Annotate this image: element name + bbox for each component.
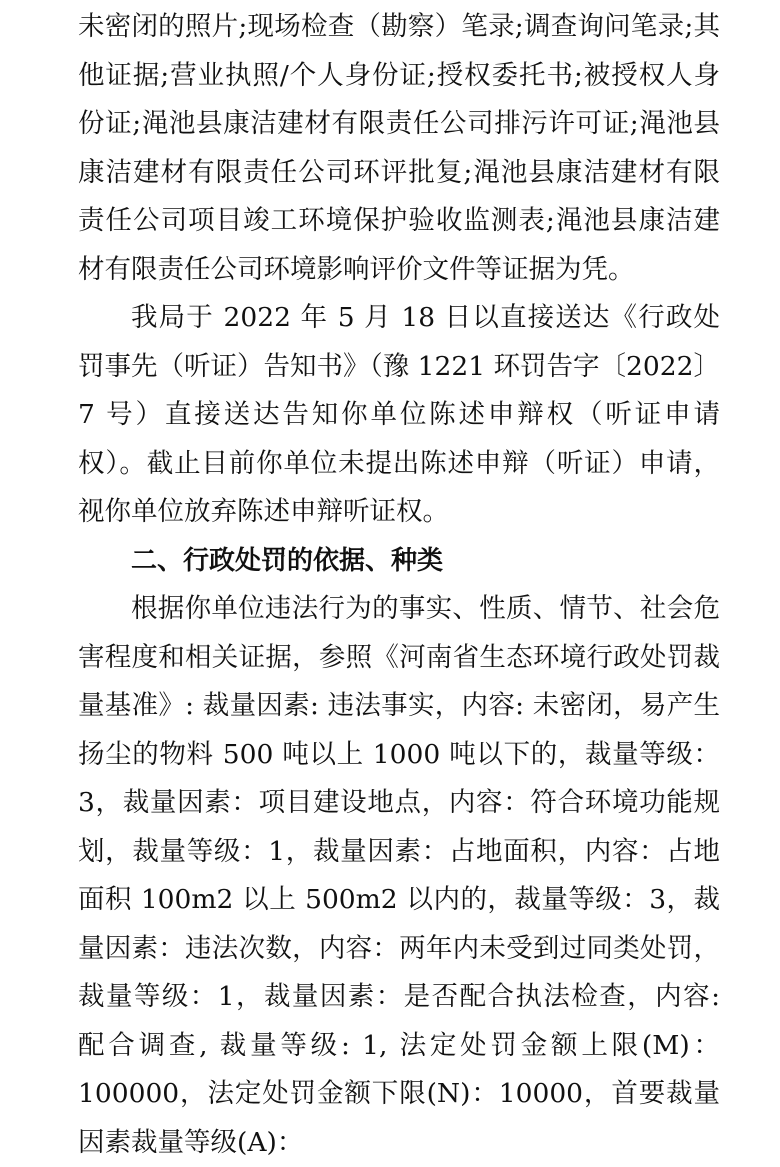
evidence-paragraph: 未密闭的照片;现场检查（勘察）笔录;调查询问笔录;其他证据;营业执照/个人身份证;授权委托书;被授权人身份证;渑池县康洁建材有限责任公司排污许可证;渑池县康洁建材有限责任公司环评批复;渑池县康洁建材有限责任公司项目竣工环境保护验收监测表;渑池县康洁建材有限责任公司环境影响评价文件等证据为凭。 (78, 11, 720, 285)
section-heading: 二、行政处罚的依据、种类 (131, 545, 444, 576)
notice-paragraph: 我局于 2022 年 5 月 18 日以直接送达《行政处罚事先（听证）告知书》（豫 1221 环罚告字〔2022〕7 号）直接送达告知你单位陈述申辩权（听证申请权）。截止目前你单位未提出陈述申辩（听证）申请，视你单位放弃陈述申辩听证权。 (78, 302, 720, 527)
basis-paragraph: 根据你单位违法行为的事实、性质、情节、社会危害程度和相关证据，参照《河南省生态环境行政处罚裁量基准》: 裁量因素: 违法事实，内容: 未密闭，易产生扬尘的物料 500 吨以上 1000 吨以下的，裁量等级：3，裁量因素：项目建设地点，内容：符合环境功能规划，裁量等级：1，裁量因素：占地面积，内容：占地面积 100m2 以上 500m2 以内的，裁量等级：3，裁量因素：违法次数，内容：两年内未受到过同类处罚，裁量等级：1，裁量因素：是否配合执法检查，内容: 配合调查, 裁量等级: 1, 法定处罚金额上限(M)：100000，法定处罚金额下限(N)：10000，首要裁量因素裁量等级(A)： (78, 593, 720, 1158)
